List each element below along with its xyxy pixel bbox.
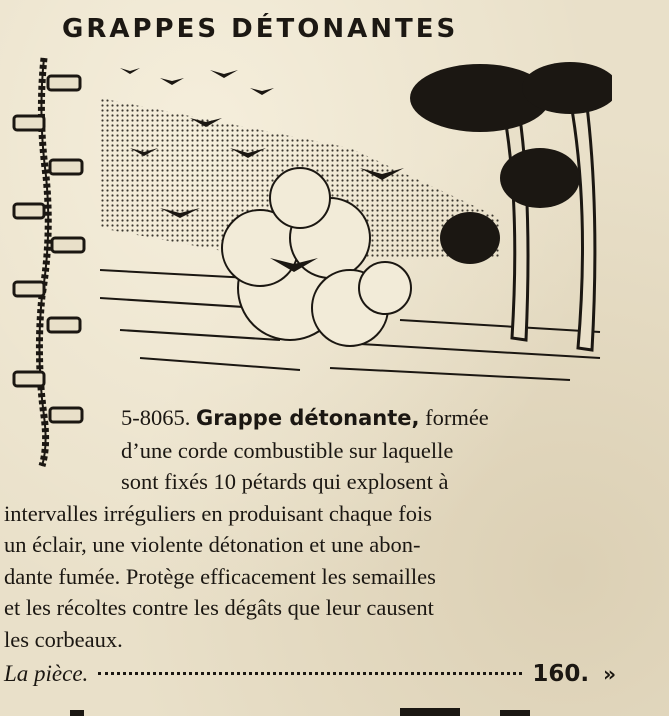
description-line-4: intervalles irréguliers en produisant chaque fois bbox=[4, 500, 432, 526]
next-section-edge bbox=[60, 706, 620, 716]
product-name: Grappe détonante, bbox=[196, 406, 420, 430]
crows-explosion-scene bbox=[100, 58, 612, 384]
description-text: formée bbox=[425, 405, 489, 430]
description-line-5: un éclair, une violente détonation et une abon- bbox=[4, 532, 421, 557]
price-value: 160. bbox=[532, 661, 590, 687]
price-suffix: » bbox=[603, 662, 616, 686]
description-line-3: sont fixés 10 pétards qui explosent à bbox=[121, 469, 449, 494]
description-line-2: d’une corde combustible sur laquelle bbox=[121, 437, 454, 463]
product-description bbox=[4, 402, 614, 655]
price-row bbox=[4, 661, 616, 695]
dotted-leader bbox=[98, 672, 522, 675]
description-line-6: dante fumée. Protège efficacement les semailles bbox=[4, 563, 436, 589]
section-title: GRAPPES DÉTONANTES bbox=[62, 14, 459, 44]
price-label: La pièce. bbox=[4, 661, 89, 686]
description-line-7: et les récoltes contre les dégâts que leur causent bbox=[4, 595, 434, 620]
description-line-1 bbox=[4, 402, 614, 435]
description-line-8: les corbeaux. bbox=[4, 626, 123, 652]
product-reference: 5-8065. bbox=[121, 405, 191, 430]
